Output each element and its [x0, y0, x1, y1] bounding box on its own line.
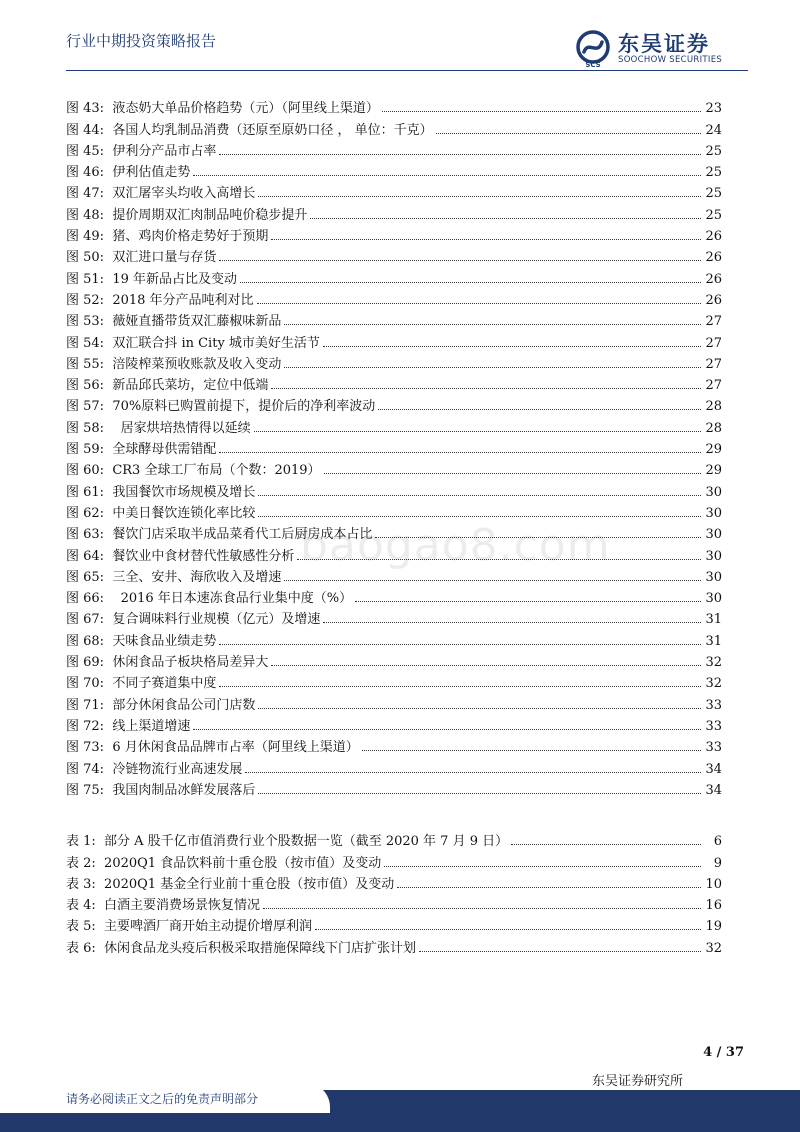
table-entry-page: 19 [705, 919, 722, 935]
table-entry-label: 表 4: 白酒主要消费场景恢复情况 [66, 898, 261, 914]
dot-leader [397, 887, 701, 888]
figure-entry-label: 图 70: 不同子赛道集中度 [66, 676, 217, 692]
dot-leader [378, 409, 701, 410]
footer-organization: 东吴证券研究所 [592, 1074, 684, 1089]
figure-entry-label: 图 58: 居家烘培热情得以延续 [66, 420, 251, 436]
figure-entry[interactable] [66, 522, 722, 543]
figure-entry-label: 图 56: 新品邱氏菜坊，定位中低端 [66, 378, 269, 394]
figure-entry[interactable] [66, 352, 722, 373]
figure-entry-page: 27 [705, 314, 722, 330]
figure-entry-page: 29 [705, 442, 722, 458]
figure-entry-page: 26 [705, 229, 722, 245]
table-entry-page: 9 [713, 855, 722, 871]
figure-entry[interactable] [66, 96, 722, 117]
dot-leader [258, 793, 701, 794]
figure-entry-page: 30 [705, 591, 722, 607]
figure-entry[interactable] [66, 245, 722, 266]
dot-leader [219, 260, 701, 261]
figure-entry-page: 29 [705, 463, 722, 479]
figure-entry[interactable] [66, 735, 722, 756]
figure-entry-label: 图 73: 6 月休闲食品品牌市占率（阿里线上渠道） [66, 740, 359, 756]
figure-entry-page: 31 [705, 633, 722, 649]
dot-leader [297, 559, 701, 560]
figure-entry[interactable] [66, 160, 722, 181]
dot-leader [271, 388, 701, 389]
dot-leader [258, 196, 701, 197]
figure-entry-label: 图 45: 伊利分产品市占率 [66, 143, 217, 159]
dot-leader [284, 324, 701, 325]
figure-entry[interactable] [66, 501, 722, 522]
figure-entry-page: 28 [705, 399, 722, 415]
dot-leader [284, 580, 701, 581]
dot-leader [257, 303, 701, 304]
figure-entry[interactable] [66, 586, 722, 607]
company-logo [574, 28, 754, 72]
figure-entry-label: 图 51: 19 年新品占比及变动 [66, 271, 237, 287]
figure-entry-label: 图 71: 部分休闲食品公司门店数 [66, 697, 256, 713]
figure-entry-page: 25 [705, 143, 722, 159]
figure-entry-page: 31 [705, 612, 722, 628]
table-entry-page: 10 [705, 876, 722, 892]
company-name-en: SOOCHOW SECURITIES [618, 55, 723, 65]
figure-entry-label: 图 48: 提价周期双汇肉制品吨价稳步提升 [66, 207, 308, 223]
figure-entry[interactable] [66, 756, 722, 777]
dot-leader [271, 665, 701, 666]
dot-leader [254, 431, 701, 432]
figure-entry-page: 30 [705, 505, 722, 521]
dot-leader [258, 708, 701, 709]
table-entry-page: 16 [705, 898, 722, 914]
figure-entry-label: 图 68: 天味食品业绩走势 [66, 633, 217, 649]
figure-entry-page: 23 [705, 101, 722, 117]
dot-leader [193, 729, 701, 730]
figure-entry[interactable] [66, 671, 722, 692]
figure-entry-page: 32 [705, 655, 722, 671]
dot-leader [284, 367, 701, 368]
table-entry[interactable] [66, 935, 722, 956]
figure-entry-page: 33 [705, 740, 722, 756]
figure-entry[interactable] [66, 288, 722, 309]
figure-entry-page: 25 [705, 165, 722, 181]
figure-entry-label: 图 54: 双汇联合抖 in City 城市美好生活节 [66, 335, 320, 351]
dot-leader [436, 133, 701, 134]
figure-entry[interactable] [66, 543, 722, 564]
table-entry-page: 6 [713, 834, 722, 850]
figure-entry-label: 图 57: 70%原料已购置前提下，提价后的净利率波动 [66, 399, 376, 415]
figure-entry[interactable] [66, 437, 722, 458]
table-entry[interactable] [66, 850, 722, 871]
figure-entry-page: 26 [705, 292, 722, 308]
figure-entry-page: 34 [705, 782, 722, 798]
figure-entry-label: 图 46: 伊利估值走势 [66, 165, 191, 181]
company-logo-icon [574, 30, 612, 68]
figure-entry-label: 图 62: 中美日餐饮连锁化率比较 [66, 505, 256, 521]
figure-entry[interactable] [66, 692, 722, 713]
disclaimer-note: 请务必阅读正文之后的免责声明部分 [66, 1092, 259, 1106]
dot-leader [310, 218, 701, 219]
figure-entry-page: 25 [705, 207, 722, 223]
figure-entry[interactable] [66, 117, 722, 138]
dot-leader [258, 516, 701, 517]
figure-entry[interactable] [66, 394, 722, 415]
watermark: baogao8.com [300, 520, 611, 571]
dot-leader [193, 175, 701, 176]
figure-entry-page: 33 [705, 697, 722, 713]
header-divider [66, 70, 744, 71]
figure-entry-label: 图 47: 双汇屠宰头均收入高增长 [66, 186, 256, 202]
figure-entry-page: 30 [705, 484, 722, 500]
dot-leader [219, 154, 701, 155]
figure-entry-label: 图 49: 猪、鸡肉价格走势好于预期 [66, 229, 269, 245]
dot-leader [219, 686, 701, 687]
figure-entry-page: 27 [705, 378, 722, 394]
logo-abbr: SCS [585, 61, 601, 68]
dot-leader [375, 537, 701, 538]
company-name-cn: 东吴证券 [618, 32, 710, 56]
figure-entry-label: 图 59: 全球酵母供需错配 [66, 442, 217, 458]
dot-leader [219, 644, 701, 645]
figure-entry[interactable] [66, 607, 722, 628]
figure-entry-page: 24 [705, 122, 722, 138]
dot-leader [240, 282, 701, 283]
figure-entry-label: 图 43: 液态奶大单品价格趋势（元）（阿里线上渠道） [66, 101, 379, 117]
figure-entry-label: 图 72: 线上渠道增速 [66, 718, 191, 734]
figure-entry-page: 26 [705, 250, 722, 266]
table-entry[interactable] [66, 914, 722, 935]
figure-entry-page: 27 [705, 335, 722, 351]
dot-leader [323, 622, 701, 623]
figure-entry-page: 25 [705, 186, 722, 202]
figure-entry[interactable] [66, 650, 722, 671]
figure-entry[interactable] [66, 224, 722, 245]
dot-leader [323, 346, 701, 347]
dot-leader [355, 601, 701, 602]
figure-entry[interactable] [66, 415, 722, 436]
figure-entry-label: 图 69: 休闲食品子板块格局差异大 [66, 655, 269, 671]
dot-leader [419, 951, 701, 952]
table-entry-page: 32 [705, 940, 722, 956]
figure-entry[interactable] [66, 714, 722, 735]
figure-entry-label: 图 65: 三全、安井、海欣收入及增速 [66, 569, 282, 585]
figure-entry[interactable] [66, 266, 722, 287]
figure-entry-label: 图 44: 各国人均乳制品消费（还原至原奶口径 ， 单位：千克） [66, 122, 433, 138]
table-entry[interactable] [66, 829, 722, 850]
figure-entry[interactable] [66, 139, 722, 160]
dot-leader [315, 929, 701, 930]
dot-leader [219, 452, 701, 453]
figure-entry-label: 图 60: CR3 全球工厂布局（个数：2019） [66, 463, 321, 479]
figure-entry-label: 图 75: 我国肉制品冰鲜发展落后 [66, 782, 256, 798]
figure-entry-label: 图 66: 2016 年日本速冻食品行业集中度（%） [66, 591, 353, 607]
figure-entry-label: 图 67: 复合调味料行业规模（亿元）及增速 [66, 612, 321, 628]
table-index [66, 829, 722, 957]
figure-entry[interactable] [66, 628, 722, 649]
figure-entry-page: 30 [705, 548, 722, 564]
figure-entry-page: 32 [705, 676, 722, 692]
figure-entry-page: 27 [705, 356, 722, 372]
figure-entry-label: 图 64: 餐饮业中食材替代性敏感性分析 [66, 548, 295, 564]
figure-entry-label: 图 50: 双汇进口量与存货 [66, 250, 217, 266]
figure-entry[interactable] [66, 373, 722, 394]
dot-leader [384, 866, 701, 867]
figure-entry[interactable] [66, 778, 722, 799]
dot-leader [324, 473, 701, 474]
figure-entry-label: 图 74: 冷链物流行业高速发展 [66, 761, 243, 777]
table-entry-label: 表 2: 2020Q1 食品饮料前十重仓股（按市值）及变动 [66, 855, 382, 871]
figure-entry[interactable] [66, 309, 722, 330]
table-entry[interactable] [66, 872, 722, 893]
dot-leader [382, 111, 701, 112]
figure-entry-page: 28 [705, 420, 722, 436]
figure-entry-page: 33 [705, 718, 722, 734]
figure-entry[interactable] [66, 202, 722, 223]
figure-entry[interactable] [66, 458, 722, 479]
dot-leader [271, 239, 701, 240]
dot-leader [258, 495, 701, 496]
figure-entry[interactable] [66, 479, 722, 500]
table-entry-label: 表 6: 休闲食品龙头疫后积极采取措施保障线下门店扩张计划 [66, 940, 417, 956]
figure-entry-page: 34 [705, 761, 722, 777]
figure-entry-label: 图 61: 我国餐饮市场规模及增长 [66, 484, 256, 500]
dot-leader [263, 908, 701, 909]
figure-entry-page: 30 [705, 569, 722, 585]
table-entry[interactable] [66, 893, 722, 914]
dot-leader [245, 772, 701, 773]
figure-entry-label: 图 55: 涪陵榨菜预收账款及收入变动 [66, 356, 282, 372]
figure-entry-page: 26 [705, 271, 722, 287]
figure-entry[interactable] [66, 330, 722, 351]
report-category-title: 行业中期投资策略报告 [66, 32, 217, 50]
page-number: 4 / 37 [703, 1045, 744, 1060]
figure-entry-label: 图 52: 2018 年分产品吨利对比 [66, 292, 254, 308]
figure-entry[interactable] [66, 565, 722, 586]
dot-leader [362, 750, 701, 751]
dot-leader [511, 844, 701, 845]
table-entry-label: 表 3: 2020Q1 基金全行业前十重仓股（按市值）及变动 [66, 876, 395, 892]
figure-entry-label: 图 63: 餐饮门店采取半成品菜肴代工后厨房成本占比 [66, 527, 373, 543]
figure-index [66, 96, 722, 799]
table-entry-label: 表 1: 部分 A 股千亿市值消费行业个股数据一览（截至 2020 年 7 月 9 日） [66, 834, 509, 850]
figure-entry-page: 30 [705, 527, 722, 543]
table-entry-label: 表 5: 主要啤酒厂商开始主动提价增厚利润 [66, 919, 313, 935]
figure-entry[interactable] [66, 181, 722, 202]
header-divider-tick [742, 70, 748, 71]
figure-entry-label: 图 53: 薇娅直播带货双汇藤椒味新品 [66, 314, 282, 330]
